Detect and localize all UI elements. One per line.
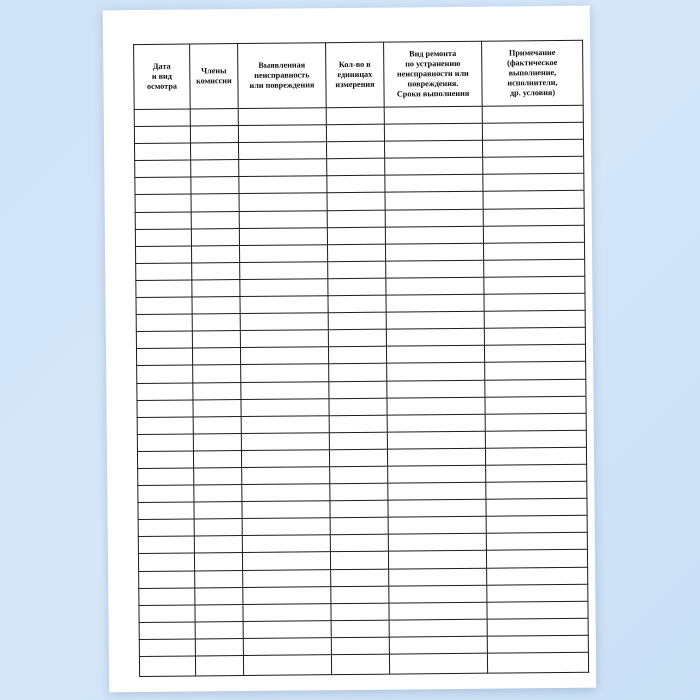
table-cell[interactable] <box>239 193 327 211</box>
table-cell[interactable] <box>326 107 384 125</box>
table-cell[interactable] <box>139 588 195 606</box>
table-cell[interactable] <box>240 262 328 280</box>
table-cell[interactable] <box>135 177 191 195</box>
header-line: повреждения. <box>407 78 459 89</box>
table-cell[interactable] <box>483 157 584 175</box>
table-cell[interactable] <box>193 399 241 417</box>
table-cell[interactable] <box>241 398 329 416</box>
table-cell[interactable] <box>389 568 487 586</box>
table-cell[interactable] <box>139 639 195 657</box>
table-cell[interactable] <box>135 194 191 212</box>
register-table-container <box>133 40 566 677</box>
table-cell[interactable] <box>191 194 239 212</box>
table-cell[interactable] <box>388 465 486 483</box>
table-cell[interactable] <box>486 498 587 516</box>
header-line: осмотра <box>146 81 177 91</box>
column-header-repair <box>384 41 483 107</box>
header-line: неисправности или <box>396 68 469 79</box>
table-cell[interactable] <box>135 229 191 247</box>
table-cell[interactable] <box>135 160 191 178</box>
table-cell[interactable] <box>243 655 331 676</box>
table-cell[interactable] <box>239 210 327 228</box>
table-cell[interactable] <box>487 652 588 673</box>
table-cell[interactable] <box>193 365 241 383</box>
table-cell[interactable] <box>331 603 389 621</box>
table-cell[interactable] <box>135 143 191 161</box>
table-cell[interactable] <box>242 484 330 502</box>
table-cell[interactable] <box>486 464 587 482</box>
table-cell[interactable] <box>135 212 191 230</box>
table-cell[interactable] <box>328 295 386 313</box>
table-cell[interactable] <box>194 536 242 554</box>
table-cell[interactable] <box>191 228 239 246</box>
table-cell[interactable] <box>138 468 194 486</box>
table-cell[interactable] <box>193 416 241 434</box>
table-cell[interactable] <box>190 109 238 127</box>
header-line: Сроки выполнения <box>396 88 470 99</box>
table-cell[interactable] <box>485 362 586 380</box>
table-cell[interactable] <box>329 364 387 382</box>
table-cell[interactable] <box>486 533 587 551</box>
table-cell[interactable] <box>389 602 487 620</box>
table-cell[interactable] <box>192 262 240 280</box>
table-cell[interactable] <box>331 569 389 587</box>
table-cell[interactable] <box>487 601 588 619</box>
table-cell[interactable] <box>388 482 486 500</box>
table-cell[interactable] <box>487 584 588 602</box>
table-cell[interactable] <box>192 314 240 332</box>
column-header-members <box>190 44 239 109</box>
table-cell[interactable] <box>327 227 385 245</box>
table-cell[interactable] <box>191 160 239 178</box>
table-cell[interactable] <box>487 635 588 653</box>
table-cell[interactable] <box>387 448 485 466</box>
table-cell[interactable] <box>137 417 193 435</box>
table-cell[interactable] <box>330 534 388 552</box>
table-cell[interactable] <box>486 550 587 568</box>
table-cell[interactable] <box>483 174 584 192</box>
header-line: единицах <box>337 69 373 80</box>
table-cell[interactable] <box>330 483 388 501</box>
table-cell[interactable] <box>329 432 387 450</box>
table-cell[interactable] <box>239 244 327 262</box>
table-cell[interactable] <box>482 122 583 140</box>
table-cell[interactable] <box>241 450 329 468</box>
table-cell[interactable] <box>137 383 193 401</box>
table-cell[interactable] <box>136 280 192 298</box>
table-body <box>134 105 588 676</box>
table-cell[interactable] <box>485 379 586 397</box>
header-line: Выявленная <box>258 60 306 70</box>
table-cell[interactable] <box>243 621 331 639</box>
header-line: комиссии <box>196 76 232 86</box>
table-cell[interactable] <box>327 244 385 262</box>
table-cell[interactable] <box>241 381 329 399</box>
table-cell[interactable] <box>136 297 192 315</box>
table-cell[interactable] <box>328 329 386 347</box>
table-cell[interactable] <box>195 570 243 588</box>
table-cell[interactable] <box>191 143 239 161</box>
table-cell[interactable] <box>483 139 584 157</box>
table-cell[interactable] <box>484 310 585 328</box>
table-cell[interactable] <box>192 279 240 297</box>
table-header <box>134 40 584 109</box>
table-cell[interactable] <box>388 551 486 569</box>
table-cell[interactable] <box>242 552 330 570</box>
table-cell[interactable] <box>328 312 386 330</box>
table-cell[interactable] <box>192 331 240 349</box>
document-sheet <box>103 6 597 693</box>
table-cell[interactable] <box>486 481 587 499</box>
table-cell[interactable] <box>387 431 485 449</box>
table-cell[interactable] <box>195 638 243 656</box>
table-cell[interactable] <box>331 637 389 655</box>
table-cell[interactable] <box>486 515 587 533</box>
table-cell[interactable] <box>138 502 194 520</box>
table-cell[interactable] <box>137 400 193 418</box>
header-line: выполнение, <box>508 68 557 78</box>
header-line: (фактическое <box>507 57 558 68</box>
column-header-quantity <box>326 42 385 108</box>
table-cell[interactable] <box>388 534 486 552</box>
table-cell[interactable] <box>387 363 485 381</box>
header-line: Вид ремонта <box>409 48 457 59</box>
table-cell[interactable] <box>388 499 486 517</box>
table-cell[interactable] <box>240 279 328 297</box>
table-cell[interactable] <box>484 345 585 363</box>
header-line: исполнители, <box>507 77 558 88</box>
table-cell[interactable] <box>239 142 327 160</box>
table-cell[interactable] <box>483 242 584 260</box>
table-cell[interactable] <box>328 261 386 279</box>
table-cell[interactable] <box>139 656 195 677</box>
table-cell[interactable] <box>239 176 327 194</box>
table-cell[interactable] <box>239 159 327 177</box>
table-cell[interactable] <box>385 157 483 175</box>
table-cell[interactable] <box>386 328 484 346</box>
table-cell[interactable] <box>136 314 192 332</box>
table-cell[interactable] <box>136 331 192 349</box>
table-cell[interactable] <box>242 467 330 485</box>
table-cell[interactable] <box>243 638 331 656</box>
column-header-notes <box>482 40 584 106</box>
header-line: по устранению <box>405 58 461 69</box>
header-line: или повреждения <box>249 80 315 90</box>
table-cell[interactable] <box>384 106 482 124</box>
table-cell[interactable] <box>194 485 242 503</box>
register-table <box>133 40 589 677</box>
table-cell[interactable] <box>386 294 484 312</box>
table-cell[interactable] <box>139 605 195 623</box>
table-cell[interactable] <box>330 517 388 535</box>
table-cell[interactable] <box>238 125 326 143</box>
table-cell[interactable] <box>195 621 243 639</box>
table-cell[interactable] <box>243 586 331 604</box>
table-cell[interactable] <box>136 348 192 366</box>
table-cell[interactable] <box>138 519 194 537</box>
table-cell[interactable] <box>137 451 193 469</box>
table-cell[interactable] <box>386 260 484 278</box>
table-cell[interactable] <box>387 397 485 415</box>
table-cell[interactable] <box>243 569 331 587</box>
table-cell[interactable] <box>134 126 190 144</box>
table-cell[interactable] <box>193 433 241 451</box>
table-cell[interactable] <box>194 468 242 486</box>
table-cell[interactable] <box>241 415 329 433</box>
table-cell[interactable] <box>139 622 195 640</box>
table-cell[interactable] <box>331 586 389 604</box>
table-cell[interactable] <box>328 346 386 364</box>
table-cell[interactable] <box>484 259 585 277</box>
table-cell[interactable] <box>190 126 238 144</box>
table-cell[interactable] <box>328 278 386 296</box>
table-cell[interactable] <box>386 346 484 364</box>
table-cell[interactable] <box>327 141 385 159</box>
table-cell[interactable] <box>238 108 326 126</box>
table-cell[interactable] <box>241 364 329 382</box>
table-row[interactable] <box>139 652 588 676</box>
header-line: Кол-во в <box>338 59 371 70</box>
header-line: Члены <box>201 66 227 76</box>
table-cell[interactable] <box>138 536 194 554</box>
table-cell[interactable] <box>330 500 388 518</box>
table-cell[interactable] <box>240 313 328 331</box>
table-cell[interactable] <box>327 193 385 211</box>
table-cell[interactable] <box>329 398 387 416</box>
table-cell[interactable] <box>191 177 239 195</box>
table-cell[interactable] <box>243 603 331 621</box>
table-cell[interactable] <box>389 619 487 637</box>
table-cell[interactable] <box>192 348 240 366</box>
table-cell[interactable] <box>242 501 330 519</box>
table-cell[interactable] <box>389 636 487 654</box>
table-cell[interactable] <box>485 413 586 431</box>
table-cell[interactable] <box>194 553 242 571</box>
table-cell[interactable] <box>387 414 485 432</box>
header-line: и вид <box>151 71 172 81</box>
header-line: Примечание <box>508 48 556 58</box>
table-cell[interactable] <box>385 192 483 210</box>
table-cell[interactable] <box>385 175 483 193</box>
table-cell[interactable] <box>484 327 585 345</box>
table-cell[interactable] <box>327 158 385 176</box>
table-cell[interactable] <box>139 571 195 589</box>
table-cell[interactable] <box>329 415 387 433</box>
table-cell[interactable] <box>242 518 330 536</box>
column-header-defect <box>238 43 327 109</box>
column-header-date-type <box>134 44 191 110</box>
table-cell[interactable] <box>483 208 584 226</box>
table-cell[interactable] <box>330 466 388 484</box>
table-cell[interactable] <box>192 297 240 315</box>
table-cell[interactable] <box>195 587 243 605</box>
table-cell[interactable] <box>137 434 193 452</box>
table-cell[interactable] <box>386 277 484 295</box>
table-cell[interactable] <box>242 535 330 553</box>
table-cell[interactable] <box>191 211 239 229</box>
table-cell[interactable] <box>193 450 241 468</box>
table-cell[interactable] <box>331 620 389 638</box>
table-cell[interactable] <box>138 553 194 571</box>
table-cell[interactable] <box>327 176 385 194</box>
header-line: неисправность <box>254 70 310 80</box>
table-cell[interactable] <box>482 105 583 123</box>
table-cell[interactable] <box>386 311 484 329</box>
table-cell[interactable] <box>192 245 240 263</box>
table-cell[interactable] <box>483 191 584 209</box>
table-cell[interactable] <box>485 396 586 414</box>
table-cell[interactable] <box>384 123 482 141</box>
table-cell[interactable] <box>385 140 483 158</box>
table-header-row <box>134 40 584 109</box>
table-cell[interactable] <box>387 380 485 398</box>
table-cell[interactable] <box>136 246 192 264</box>
table-cell[interactable] <box>239 227 327 245</box>
table-cell[interactable] <box>137 365 193 383</box>
table-cell[interactable] <box>484 293 585 311</box>
table-cell[interactable] <box>195 604 243 622</box>
table-cell[interactable] <box>487 618 588 636</box>
table-cell[interactable] <box>388 516 486 534</box>
table-cell[interactable] <box>240 296 328 314</box>
table-cell[interactable] <box>134 109 190 127</box>
table-cell[interactable] <box>194 519 242 537</box>
table-cell[interactable] <box>385 209 483 227</box>
header-line: Дата <box>152 61 171 71</box>
table-cell[interactable] <box>385 226 483 244</box>
header-line: измерения <box>335 79 375 90</box>
table-cell[interactable] <box>136 263 192 281</box>
table-cell[interactable] <box>389 585 487 603</box>
table-cell[interactable] <box>389 653 487 674</box>
table-cell[interactable] <box>485 430 586 448</box>
table-cell[interactable] <box>241 432 329 450</box>
table-cell[interactable] <box>327 210 385 228</box>
table-cell[interactable] <box>193 382 241 400</box>
table-cell[interactable] <box>485 447 586 465</box>
table-cell[interactable] <box>483 225 584 243</box>
table-cell[interactable] <box>194 502 242 520</box>
table-cell[interactable] <box>195 656 243 676</box>
table-cell[interactable] <box>240 330 328 348</box>
table-cell[interactable] <box>487 567 588 585</box>
table-cell[interactable] <box>329 449 387 467</box>
table-cell[interactable] <box>138 485 194 503</box>
table-cell[interactable] <box>326 124 384 142</box>
table-cell[interactable] <box>240 347 328 365</box>
header-line: др. условия) <box>509 88 556 98</box>
table-cell[interactable] <box>331 654 389 675</box>
table-cell[interactable] <box>385 243 483 261</box>
table-cell[interactable] <box>330 552 388 570</box>
table-cell[interactable] <box>329 381 387 399</box>
table-cell[interactable] <box>484 276 585 294</box>
